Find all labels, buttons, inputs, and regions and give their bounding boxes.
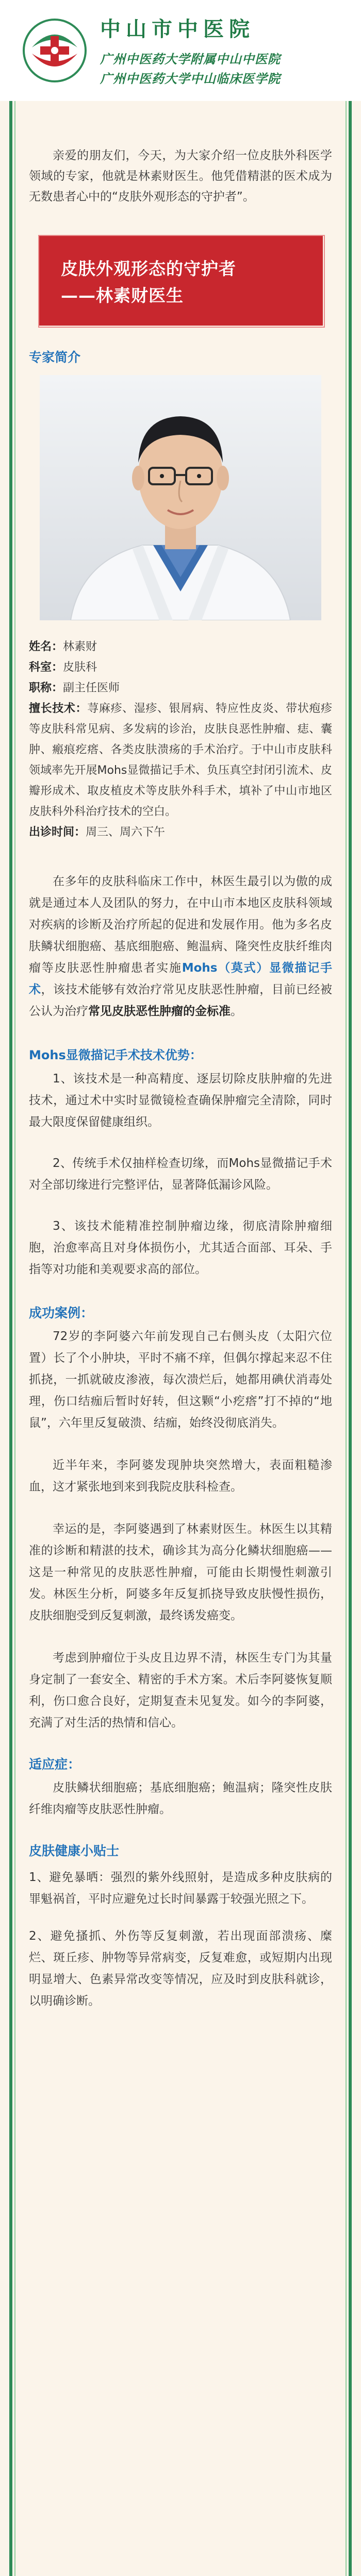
intro-paragraph: 亲爱的朋友们，今天，为大家介绍一位皮肤外科医学领域的专家，他就是林素财医生。他凭借精湛的医术成为无数患者心中的“皮肤外观形态的守护者”。 bbox=[29, 149, 332, 204]
banner-line-1: 皮肤外观形态的守护者 bbox=[61, 259, 236, 279]
intro bbox=[29, 101, 332, 207]
profile-department: 科室：皮肤科 bbox=[29, 661, 97, 674]
tip-item-2: 2、避免搔抓、外伤等反复刺激，若出现面部溃疡、糜烂、斑丘疹、肿物等异常病变，反复难愈，或短期内出现明显增大、色素异常改变等情况，应及时到皮肤科就诊，以明确诊断。 bbox=[29, 1929, 332, 2008]
hospital-name: 中山市中医院 bbox=[100, 16, 255, 41]
advantage-item-2: 2、传统手术仅抽样检查切缘，而Mohs显微描记手术对全部切缘进行完整评估，显著降低漏诊风险。 bbox=[29, 1157, 332, 1192]
banner-line-2: ——林素财医生 bbox=[61, 285, 184, 306]
hospital-affiliation-2: 广州中医药大学中山临床医学院 bbox=[100, 71, 281, 86]
title-banner bbox=[38, 235, 323, 326]
doctor-portrait-icon bbox=[40, 375, 321, 620]
hospital-affiliation-1: 广州中医药大学附属中山中医院 bbox=[100, 51, 281, 66]
indication-title: 适应症： bbox=[29, 1757, 81, 1772]
achievement-paragraph: 在多年的皮肤科临床工作中，林医生最引以为傲的成就是通过本人及团队的努力，在中山市本地区皮肤科领域对疾病的诊断及治疗所起的促进和发展作用。他为多名皮肤鳞状细胞癌、基底细胞癌、鲍温病、隆突性皮肤纤维肉瘤等皮肤恶性肿瘤患者实施Mohs（莫式）显微描记手术，该技术能够有效治疗常见皮肤恶性肿瘤，目前已经被公认为治疗常见皮肤恶性肿瘤的金标准。 bbox=[29, 875, 333, 1018]
case-paragraph-3: 幸运的是，李阿婆遇到了林素财医生。林医生以其精准的诊断和精湛的技术，确诊其为高分化鳞状细胞癌——这是一种常见的皮肤恶性肿瘤，可能由长期慢性刺激引发。林医生分析，阿婆多年反复抓挠导致皮肤慢性损伤，皮肤细胞受到反复刺激，最终诱发癌变。 bbox=[29, 1522, 332, 1622]
hospital-logo-icon bbox=[21, 16, 89, 84]
article bbox=[0, 101, 361, 2012]
indication-text: 皮肤鳞状细胞癌；基底细胞癌；鲍温病；隆突性皮肤纤维肉瘤等皮肤恶性肿瘤。 bbox=[29, 1781, 332, 1816]
tip-item-1: 1、避免暴晒：强烈的紫外线照射，是造成多种皮肤病的罪魁祸首，平时应避免过长时间暴露于较强光照之下。 bbox=[29, 1871, 332, 1906]
tips-title: 皮肤健康小贴士 bbox=[29, 1843, 120, 1858]
profile-skills: 擅长技术：荨麻疹、湿疹、银屑病、特应性皮炎、带状疱疹等皮肤科常见病、多发病的诊治，皮肤良恶性肿瘤、痣、囊肿、瘢痕疙瘩、各类皮肤溃疡的手术治疗。于中山市皮肤科领域率先开展Mohs显微描记手术、负压真空封闭引流术、皮瓣形成术、取皮植皮术等皮肤外科手术，填补了中山市地区皮肤科外科治疗技术的空白。 bbox=[29, 702, 332, 818]
advantage-item-3: 3、该技术能精准控制肿瘤边缘，彻底清除肿瘤细胞，治愈率高且对身体损伤小，尤其适合面部、耳朵、手指等对功能和美观要求高的部位。 bbox=[29, 1219, 332, 1276]
profile-name: 姓名：林素财 bbox=[29, 640, 97, 653]
profile-clinic-time: 出诊时间：周三、周六下午 bbox=[29, 826, 166, 839]
advantages-title: Mohs显微描记手术技术优势： bbox=[29, 1048, 202, 1062]
header bbox=[0, 0, 361, 101]
profile-title: 职称：副主任医师 bbox=[29, 682, 120, 694]
advantage-item-1: 1、该技术是一种高精度、逐层切除皮肤肿瘤的先进技术，通过术中实时显微镜检查确保肿瘤完全清除，同时最大限度保留健康组织。 bbox=[29, 1072, 332, 1129]
case-paragraph-1: 72岁的李阿婆六年前发现自己右侧头皮（太阳穴位置）长了个小肿块，平时不痛不痒，但偶尔撑起来忍不住抓挠，一抓就破皮渗液，每次溃烂后，她都用碘伏消毒处理，伤口结痂后暂时好转，但这颗“小疙瘩”打不掉的“地鼠”，六年里反复破溃、结痂，始终没彻底消失。 bbox=[29, 1330, 332, 1430]
doctor-photo bbox=[40, 375, 321, 620]
header-text bbox=[100, 13, 281, 89]
expert-section-title: 专家简介 bbox=[29, 350, 81, 365]
case-title: 成功案例： bbox=[29, 1306, 94, 1320]
expert-profile bbox=[29, 637, 332, 843]
case-paragraph-2: 近半年来，李阿婆发现肿块突然增大，表面粗糙渗血，这才紧张地到来到我院皮肤科检查。 bbox=[29, 1459, 332, 1494]
case-paragraph-4: 考虑到肿瘤位于头皮且边界不清，林医生专门为其量身定制了一套安全、精密的手术方案。术后李阿婆恢复顺利，伤口愈合良好，定期复查未见复发。如今的李阿婆，充满了对生活的热情和信心。 bbox=[29, 1651, 332, 1730]
